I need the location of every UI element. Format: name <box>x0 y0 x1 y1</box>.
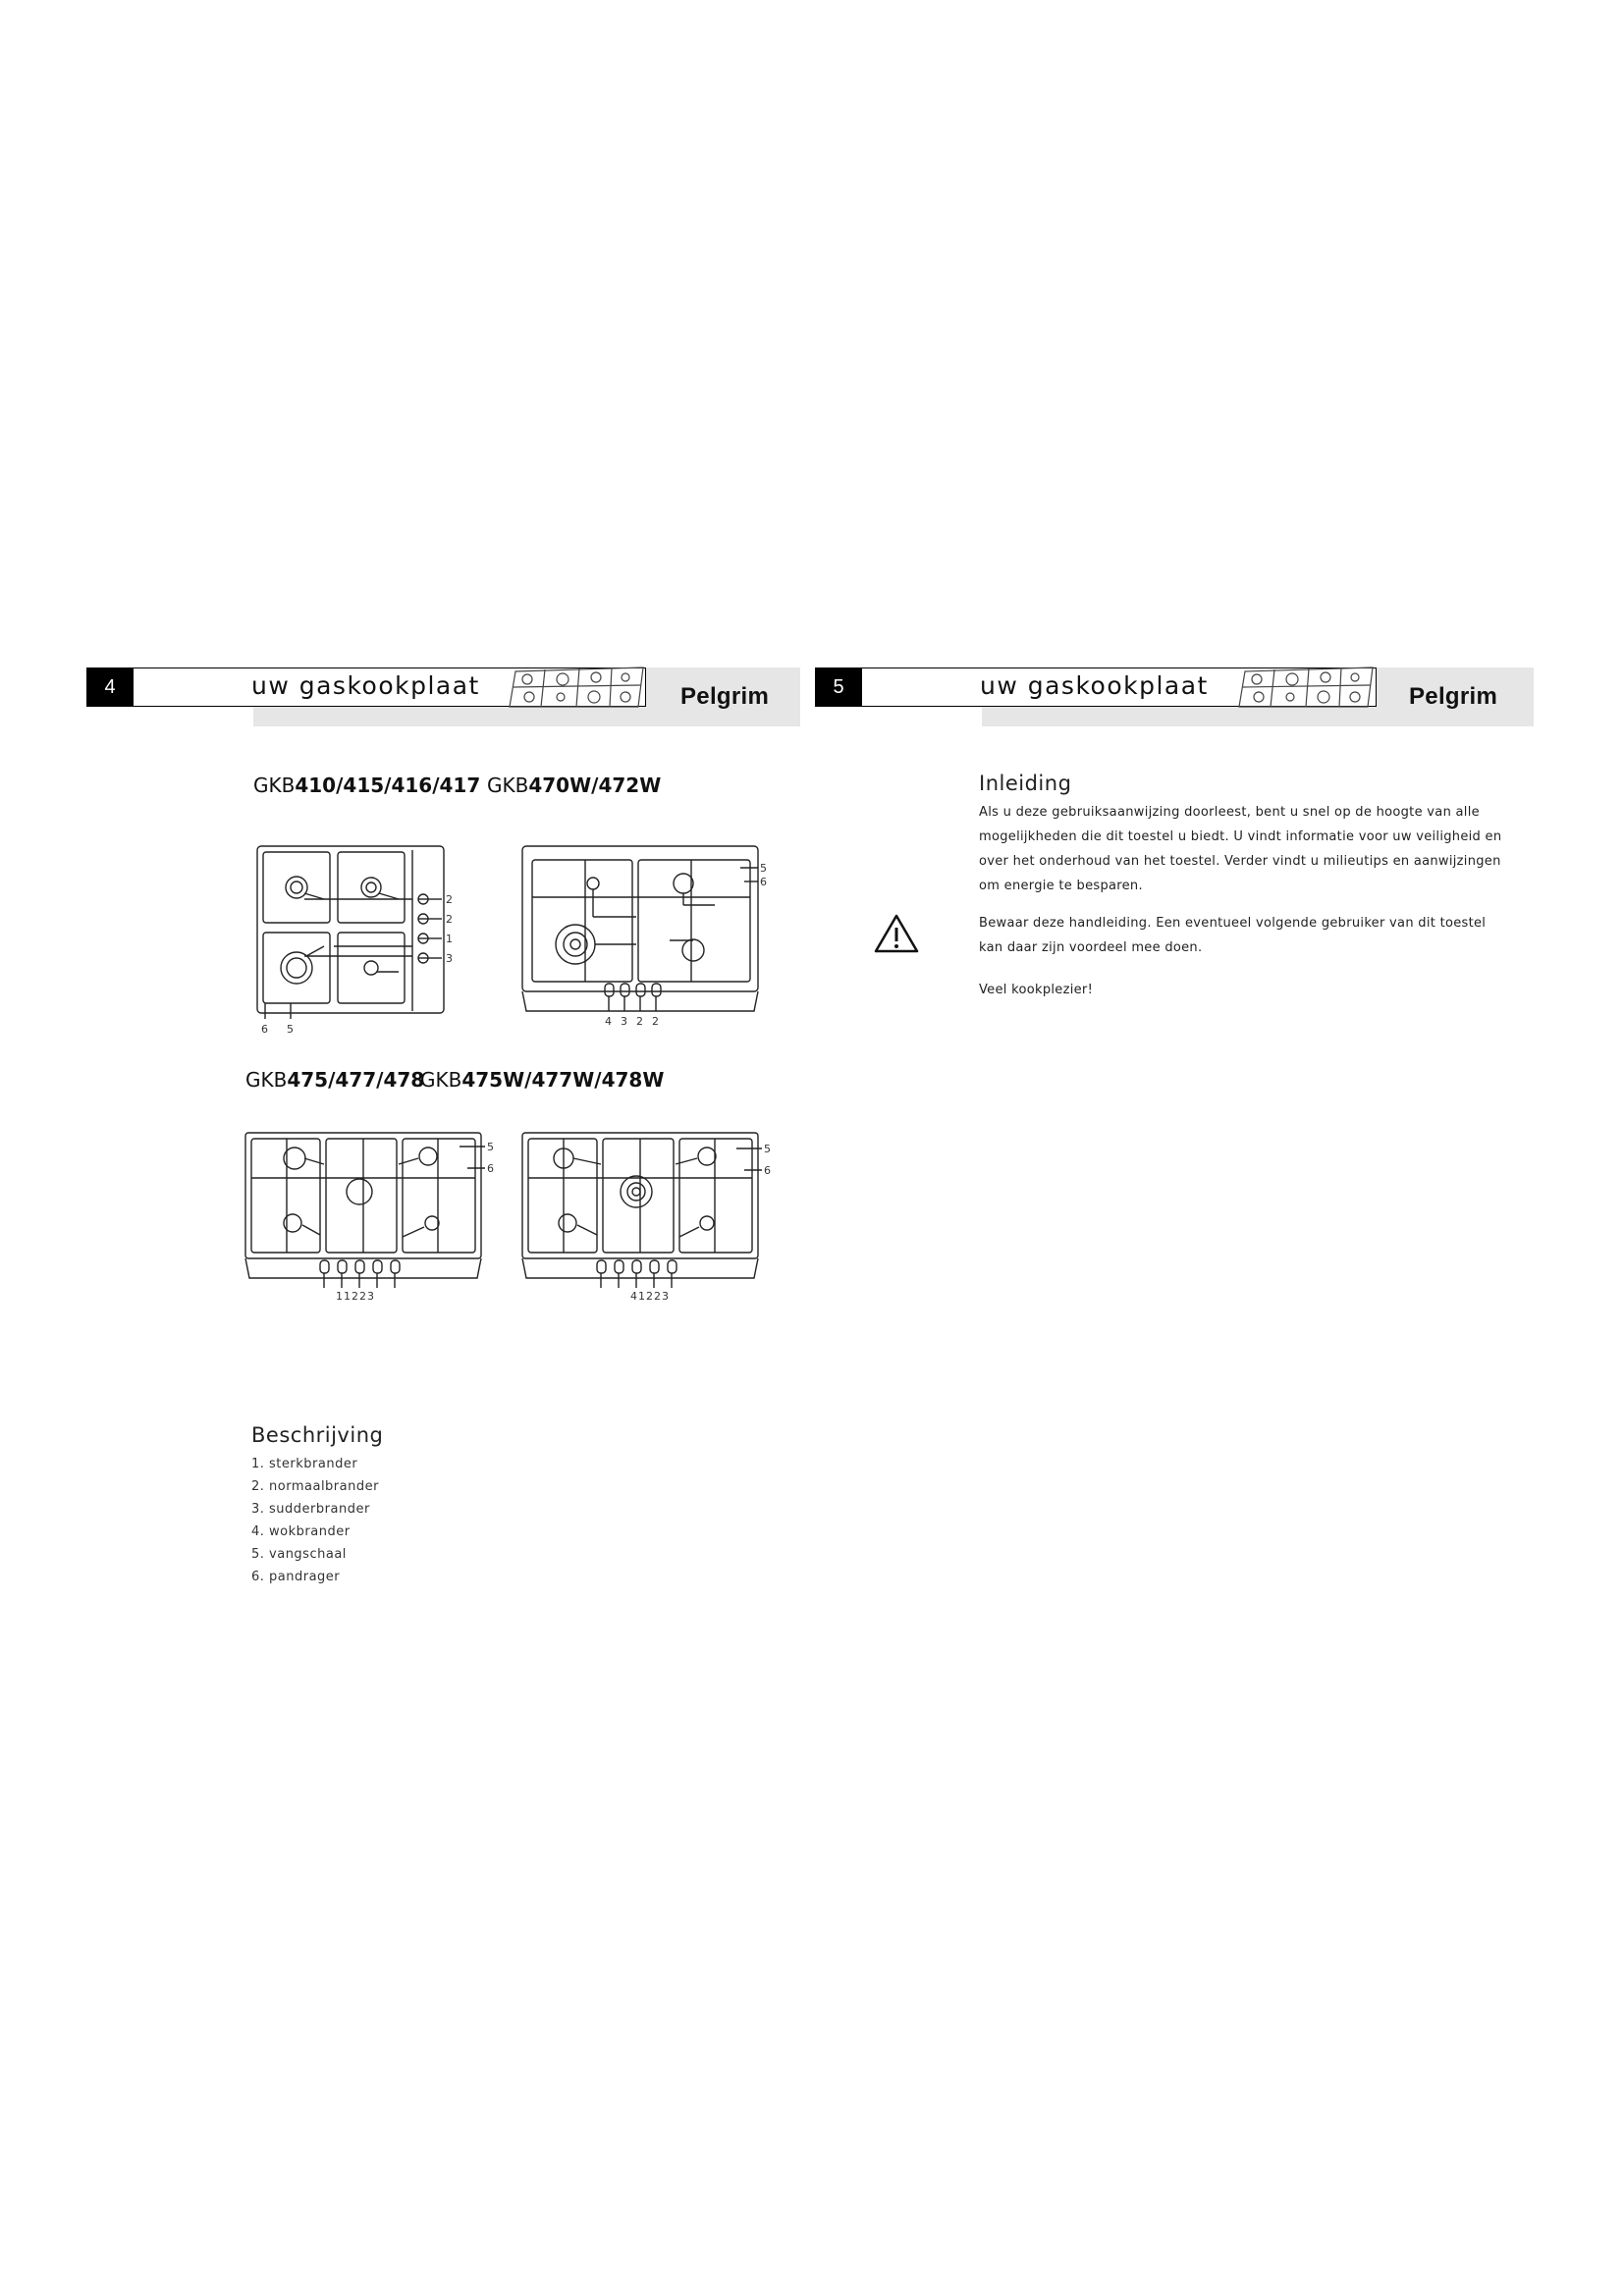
model-prefix: GKB <box>420 1068 462 1092</box>
diagram-callout: 11223 <box>336 1290 375 1303</box>
description-heading: Beschrijving <box>251 1423 384 1447</box>
list-item: 1. sterkbrander <box>251 1457 358 1471</box>
right-header-title: uw gaskookplaat <box>980 671 1209 700</box>
diagram-callout: 5 <box>764 1143 771 1155</box>
intro-heading: Inleiding <box>979 772 1072 795</box>
diagram-callout: 2 <box>446 913 453 926</box>
model-prefix: GKB <box>245 1068 288 1092</box>
list-item: 6. pandrager <box>251 1570 341 1584</box>
list-item: 3. sudderbrander <box>251 1502 370 1517</box>
diagram-callout: 5 <box>760 862 767 875</box>
diagram-callout: 6 <box>764 1164 771 1177</box>
left-brand-logo: Pelgrim <box>680 683 770 710</box>
diagram-callout: 1 <box>446 933 453 945</box>
diagram-callout: 41223 <box>630 1290 670 1303</box>
paragraph-line: Bewaar deze handleiding. Een eventueel volgende gebruiker van dit toestel <box>979 916 1487 931</box>
diagram-callout: 3 <box>621 1015 627 1028</box>
model-prefix: GKB <box>487 774 529 797</box>
closing-line: Veel kookplezier! <box>979 983 1094 997</box>
paragraph-line: om energie te besparen. <box>979 879 1143 893</box>
right-page-number: 5 <box>815 667 862 707</box>
paragraph-line: mogelijkheden die dit toestel u biedt. U vindt informatie voor uw veiligheid en <box>979 829 1502 844</box>
model-numbers: 410/415/416/417 <box>295 774 481 797</box>
paragraph-line: kan daar zijn voordeel mee doen. <box>979 940 1203 955</box>
hob-diagram-4-burner-wok <box>518 842 774 1039</box>
model-heading-bottom-left <box>245 1068 424 1092</box>
model-heading-top-right <box>487 774 661 797</box>
list-item: 4. wokbrander <box>251 1524 351 1539</box>
model-numbers: 475W/477W/478W <box>461 1068 665 1092</box>
right-brand-logo: Pelgrim <box>1409 683 1498 710</box>
warning-triangle-icon <box>874 913 919 954</box>
hob-diagram-5-burner-wok <box>518 1129 785 1308</box>
cooktop-illustration-icon <box>506 664 648 711</box>
diagram-callout: 6 <box>760 876 767 888</box>
cooktop-illustration-icon <box>1235 664 1378 711</box>
model-heading-bottom-right <box>420 1068 664 1092</box>
hob-diagram-5-burner <box>242 1129 509 1308</box>
diagram-callout: 6 <box>487 1162 494 1175</box>
model-numbers: 470W/472W <box>528 774 662 797</box>
diagram-callout: 2 <box>652 1015 659 1028</box>
warning-paragraph <box>979 911 1529 960</box>
paragraph-line: Als u deze gebruiksaanwijzing doorleest, bent u snel op de hoogte van alle <box>979 805 1480 820</box>
left-page-number: 4 <box>86 667 134 707</box>
hob-diagram-4-burner-side-controls <box>245 842 466 1039</box>
diagram-callout: 5 <box>287 1023 294 1036</box>
diagram-callout: 4 <box>605 1015 612 1028</box>
model-prefix: GKB <box>253 774 296 797</box>
diagram-callout: 6 <box>261 1023 268 1036</box>
description-list <box>251 1453 379 1588</box>
diagram-callout: 2 <box>446 893 453 906</box>
list-item: 2. normaalbrander <box>251 1479 379 1494</box>
diagram-callout: 2 <box>636 1015 643 1028</box>
left-header-title: uw gaskookplaat <box>251 671 480 700</box>
paragraph-line: over het onderhoud van het toestel. Verder vindt u milieutips en aanwijzingen <box>979 854 1501 869</box>
list-item: 5. vangschaal <box>251 1547 347 1562</box>
diagram-callout: 3 <box>446 952 453 965</box>
model-heading-top-left <box>253 774 480 797</box>
diagram-callout: 5 <box>487 1141 494 1153</box>
model-numbers: 475/477/478 <box>287 1068 425 1092</box>
intro-paragraph <box>979 800 1529 898</box>
